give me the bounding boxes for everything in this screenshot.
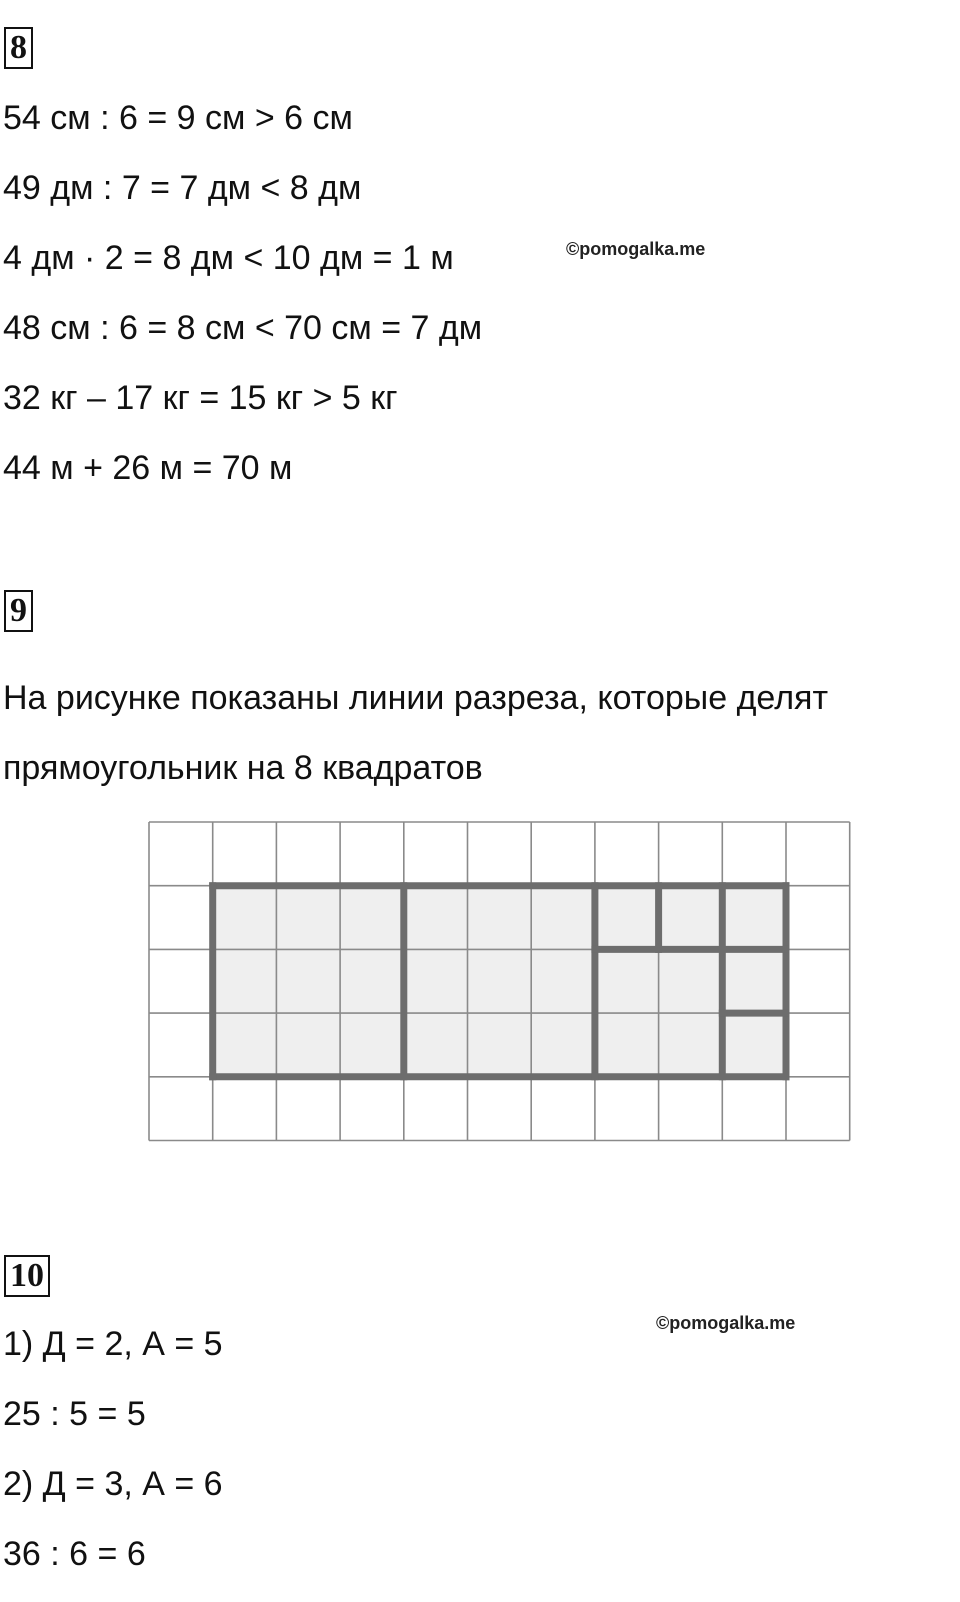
- equation-line: 44 м + 26 м = 70 м: [3, 449, 293, 487]
- answer-line: 36 : 6 = 6: [3, 1535, 146, 1573]
- task-number-10: 10: [4, 1255, 50, 1297]
- task-number-9: 9: [4, 590, 33, 632]
- equation-line: 32 кг – 17 кг = 15 кг > 5 кг: [3, 379, 398, 417]
- explanation-line: На рисунке показаны линии разреза, которые делят: [3, 679, 829, 717]
- equation-line: 49 дм : 7 = 7 дм < 8 дм: [3, 169, 362, 207]
- rectangle-shading: [213, 886, 786, 1077]
- answer-line: 1) Д = 2, А = 5: [3, 1325, 223, 1363]
- answer-line: 25 : 5 = 5: [3, 1395, 146, 1433]
- equation-line: 48 см : 6 = 8 см < 70 см = 7 дм: [3, 309, 483, 347]
- watermark-text: ©pomogalka.me: [656, 1313, 796, 1333]
- answer-line: 2) Д = 3, А = 6: [3, 1465, 223, 1503]
- watermark-text: ©pomogalka.me: [566, 239, 706, 259]
- equation-line: 54 см : 6 = 9 см > 6 см: [3, 99, 353, 137]
- task-number-8: 8: [4, 27, 33, 69]
- rectangle-fill: [213, 886, 786, 1077]
- explanation-line: прямоугольник на 8 квадратов: [3, 749, 483, 787]
- equation-line: 4 дм · 2 = 8 дм < 10 дм = 1 м: [3, 239, 454, 277]
- grid-figure: [137, 812, 865, 1148]
